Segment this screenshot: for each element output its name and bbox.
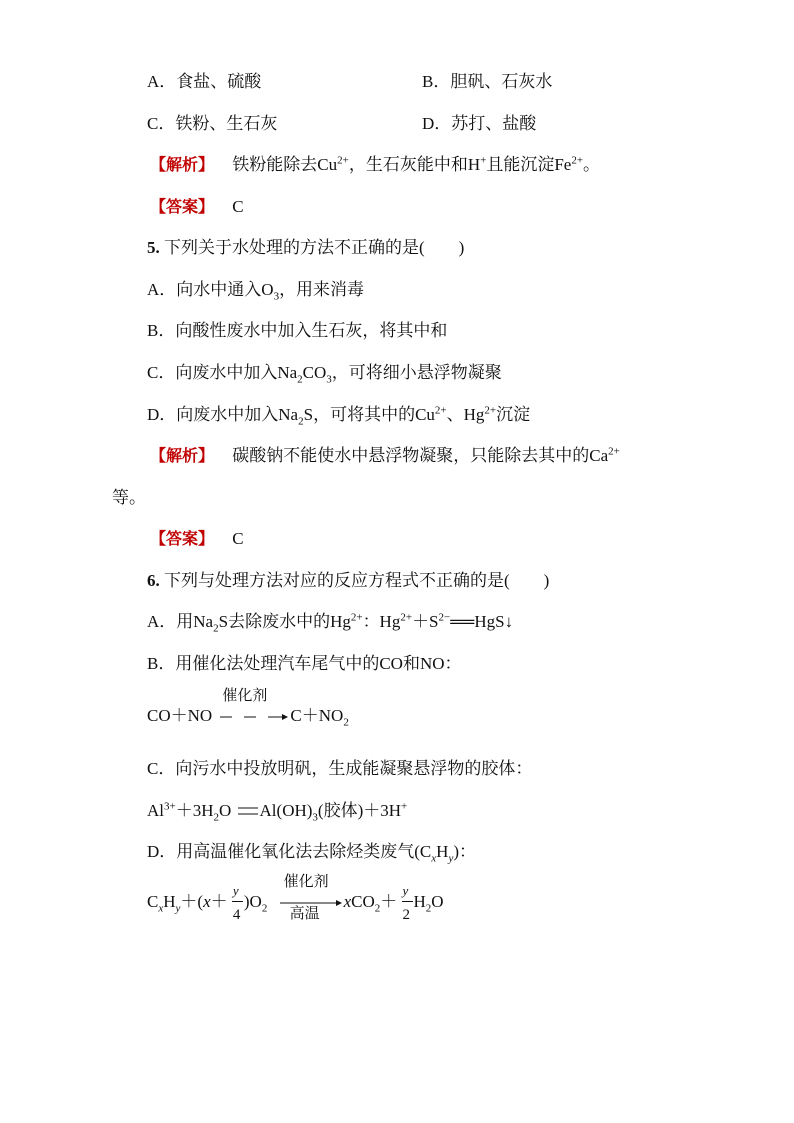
reaction-arrow: 催化剂 (218, 705, 288, 729)
analysis-label: 【解析】 (150, 446, 215, 465)
q6-option-d: D．用高温催化氧化法去除烃类废气$(C_xH_y)$： (147, 842, 477, 865)
fraction-y-over-4: $\frac{y}{4}$ (232, 891, 244, 915)
option-a: A．食盐、硫酸 (147, 72, 262, 91)
question-number: 6. (147, 571, 160, 590)
option-d: D．苏打、盐酸 (422, 114, 537, 133)
option-c: C．铁粉、生石灰 (147, 114, 278, 133)
question-5-stem: 5. 下列关于水处理的方法不正确的是( ) (147, 238, 465, 257)
question-6-stem: 6. 下列与处理方法对应的反应方程式不正确的是( ) (147, 571, 550, 590)
q6-option-a: A．用$Na_2S$去除废水中的$Hg^{2+}$：$Hg^{2+}+S^{2-}══HgS↓$ (147, 611, 514, 635)
fraction-y-over-2: $\frac{y}{2}$ (402, 891, 414, 915)
q5-option-a: A．向水中通入$O_3$，用来消毒 (147, 280, 365, 303)
question-number: 5. (147, 238, 160, 257)
answer-q5 (150, 527, 244, 551)
q5-option-b: B．向酸性废水中加入生石灰，将其中和 (147, 321, 448, 340)
q5-option-c: C．向废水中加入$Na_2CO_3$，可将细小悬浮物凝聚 (147, 363, 502, 386)
q6-d-equation: $C_xH_y+(x+$ $\frac{y}{4}$ )$O_2$ 催化剂 高温 xCO$_2$＋ $\frac{y}{2}$ $H_2O$ (147, 872, 444, 924)
q6-b-equation: CO＋NO 催化剂 $C+NO_2$ (147, 686, 349, 729)
q6-option-b: B．用催化法处理汽车尾气中的CO和NO： (147, 654, 462, 673)
option-b: B．胆矾、石灰水 (422, 72, 553, 91)
arrow-icon (218, 712, 288, 722)
q6-option-c: C．向污水中投放明矾，生成能凝聚悬浮物的胶体： (147, 759, 533, 778)
answer-q4 (150, 195, 244, 219)
answer-label: 【答案】 (150, 529, 215, 548)
analysis-q5: 【解析】 碳酸钠不能使水中悬浮物凝聚，只能除去其中的$Ca^{2+}$ (150, 445, 620, 465)
answer-label: 【答案】 (150, 197, 215, 216)
analysis-label: 【解析】 (150, 155, 215, 174)
answer-value: C (232, 529, 244, 548)
analysis-q5-cont: 等。 (112, 488, 146, 507)
answer-value: C (232, 197, 244, 216)
equilibrium-arrow-icon (238, 805, 258, 817)
analysis-q4: 【解析】 铁粉能除去$Cu^{2+}$，生石灰能中和H+且能沉淀$Fe^{2+}$。 (150, 154, 601, 174)
q6-c-equation: $Al^{3+}+3H_2O$ $Al(OH)_3$(胶体)＋3H+ (147, 800, 408, 824)
reversible-arrow (238, 800, 258, 824)
reaction-arrow: 催化剂 高温 (280, 891, 342, 915)
q5-option-d: D．向废水中加入$Na_2S$，可将其中的$Cu^{2+}$、$Hg^{2+}$沉淀 (147, 404, 531, 428)
